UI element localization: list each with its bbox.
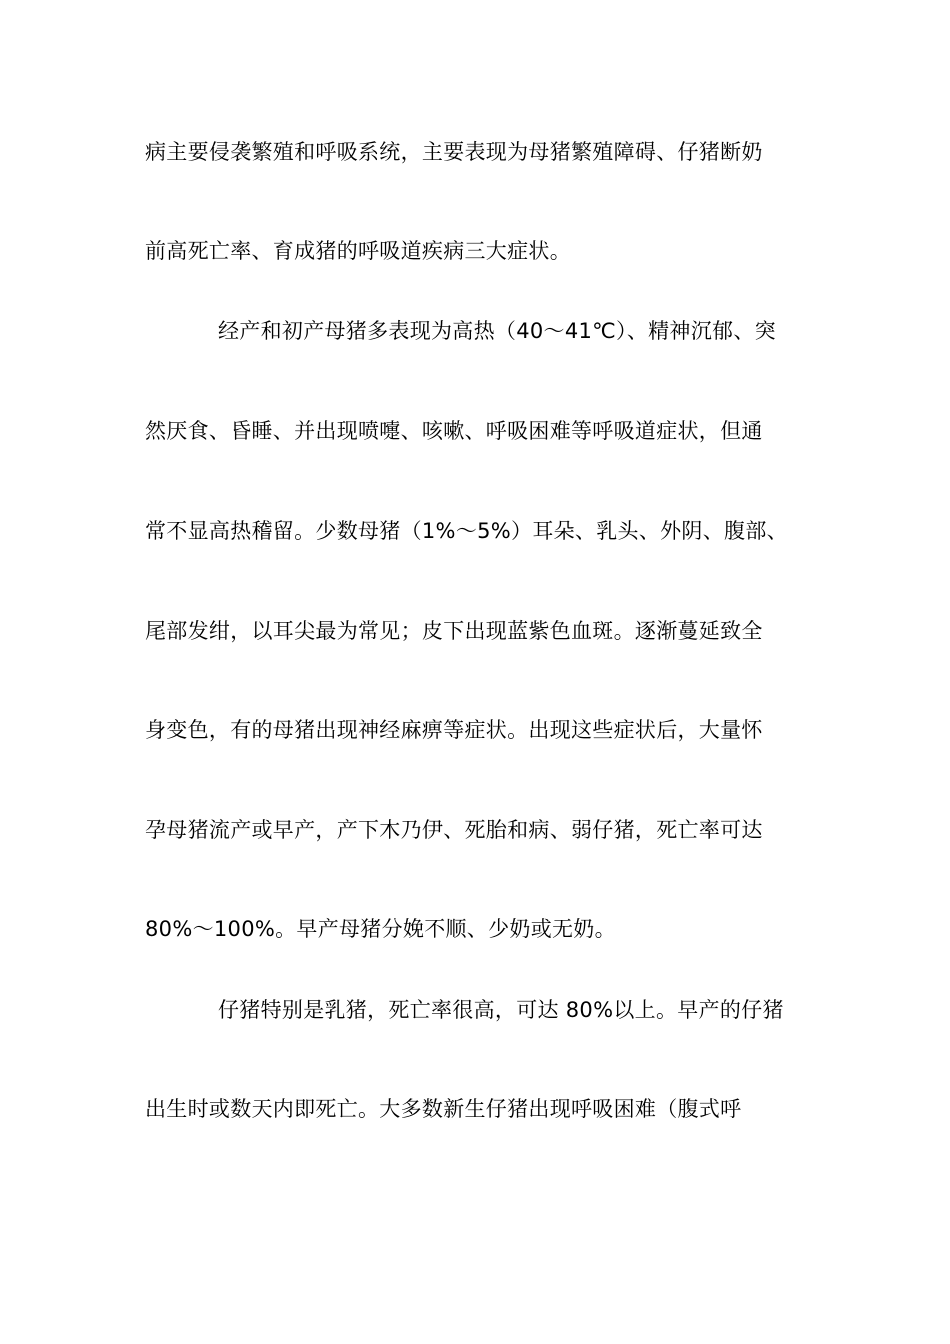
text-line: 80%～100%。早产母猪分娩不顺、少奶或无奶。 [145,917,616,941]
text-line: 尾部发绀，以耳尖最为常见；皮下出现蓝紫色血斑。逐渐蔓延致全 [145,619,763,643]
paragraph-start-line: 仔猪特别是乳猪，死亡率很高，可达 80%以上。早产的仔猪 [218,998,784,1022]
text-line: 病主要侵袭繁殖和呼吸系统，主要表现为母猪繁殖障碍、仔猪断奶 [145,140,763,164]
paragraph-start-line: 经产和初产母猪多表现为高热（40～41℃）、精神沉郁、突 [218,319,776,343]
text-line: 身变色，有的母猪出现神经麻痹等症状。出现这些症状后，大量怀 [145,718,763,742]
text-line: 前高死亡率、育成猪的呼吸道疾病三大症状。 [145,239,571,263]
text-line: 孕母猪流产或早产，产下木乃伊、死胎和病、弱仔猪，死亡率可达 [145,818,763,842]
text-line: 然厌食、昏睡、并出现喷嚏、咳嗽、呼吸困难等呼吸道症状，但通 [145,419,763,443]
text-line: 常不显高热稽留。少数母猪（1%～5%）耳朵、乳头、外阴、腹部、 [145,519,788,543]
text-line: 出生时或数天内即死亡。大多数新生仔猪出现呼吸困难（腹式呼 [145,1097,742,1121]
